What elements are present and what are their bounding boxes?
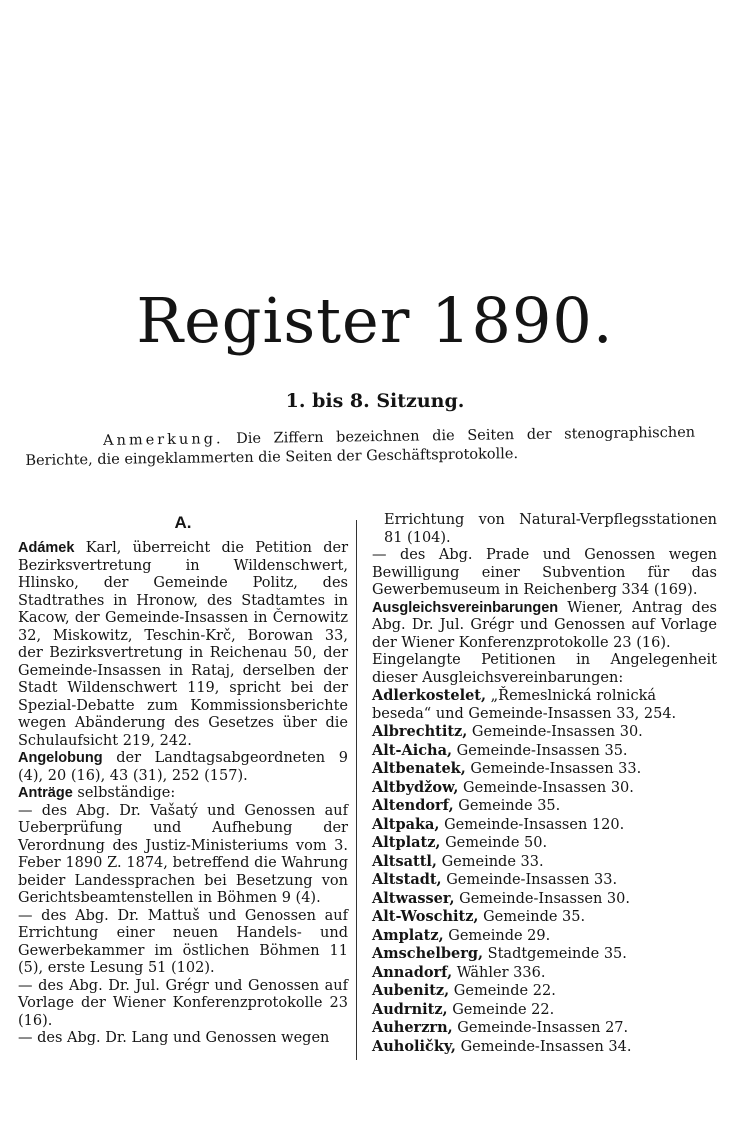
place-detail: Gemeinde 35.: [453, 798, 561, 814]
entry-text: Wiener, Antrag des Abg. Dr. Jul. Grégr und Genossen auf Vorlage der Wiener Konferenzprotokolle 23 (16).: [372, 599, 717, 651]
place-name: Audrnitz,: [372, 1000, 448, 1018]
continued-entry: Errichtung von Natural-Verpflegsstationen 81 (104).: [384, 512, 717, 546]
entry-text: Karl, überreicht die Petition der Bezirksvertretung in Wildenschwert, Hlinsko, der Gemeinde Politz, des Stadtrathes in Hronow, des Stadtamtes in Kacow, der Gemeinde-Insassen in Černowitz 32, Miskowitz, Teschin-Krč, Borowan 33, der Bezirksvertretung in Reichenau 50, der Gemeinde-Insassen in Rataj, derselben der Stadt Wildenschwert 119, spricht bei der Spezial-Debatte zum Kommissionsberichte wegen Abänderung des Gesetzes über die Schulaufsicht 219, 242.: [18, 540, 348, 749]
place-name: Amschelberg,: [372, 945, 484, 962]
list-item: [372, 1019, 717, 1038]
list-item: [372, 1038, 717, 1057]
entry-angelobung: [18, 750, 348, 785]
list-item: [372, 853, 717, 872]
sub-entry: — des Abg. Dr. Jul. Grégr und Genossen auf Vorlage der Wiener Konferenzprotokolle 23 (16).: [18, 977, 348, 1029]
place-name: Albrechtitz,: [372, 723, 468, 740]
place-detail: Gemeinde 50.: [440, 835, 548, 851]
place-detail: Wähler 336.: [452, 964, 546, 981]
place-name: Alt-Aicha,: [372, 741, 453, 759]
entry-lead: Angelobung: [18, 750, 103, 766]
entry-lead: Anträge: [18, 785, 73, 801]
entry-lead: Ausgleichsvereinbarungen: [372, 599, 559, 616]
place-detail: „Řemeslnická rolnická beseda“ und Gemeinde-Insassen 33, 254.: [372, 688, 677, 722]
list-item: [372, 982, 717, 1001]
place-name: Altbenatek,: [372, 760, 466, 777]
section-letter: A.: [174, 513, 192, 532]
place-detail: Gemeinde-Insassen 120.: [439, 816, 625, 833]
list-item: [372, 964, 717, 983]
page-subtitle: 1. bis 8. Sitzung.: [285, 390, 465, 412]
list-item: [372, 927, 717, 946]
list-item: [372, 1001, 717, 1020]
entry-ausgleich: [372, 600, 717, 653]
place-detail: Gemeinde-Insassen 30.: [454, 890, 630, 907]
list-item: [372, 797, 717, 816]
entry-antraege: [18, 785, 348, 803]
list-item: [372, 908, 717, 927]
list-item: [372, 723, 717, 742]
left-column: [18, 512, 348, 1048]
sub-entry: — des Abg. Dr. Lang und Genossen wegen: [18, 1030, 330, 1046]
place-detail: Gemeinde-Insassen 33.: [465, 761, 642, 777]
place-name: Altplatz,: [372, 834, 441, 851]
entry-adamek: [18, 540, 348, 750]
place-detail: Gemeinde 29.: [443, 927, 551, 944]
place-detail: Gemeinde-Insassen 30.: [458, 779, 634, 796]
list-item: [372, 760, 717, 779]
place-name: Altsattl,: [372, 852, 437, 870]
place-detail: Gemeinde-Insassen 27.: [452, 1020, 629, 1036]
place-detail: Gemeinde-Insassen 33.: [441, 872, 618, 888]
place-name: Altstadt,: [372, 871, 442, 888]
list-item: [372, 945, 717, 964]
list-item: [372, 871, 717, 890]
place-detail: Gemeinde 22.: [447, 1001, 555, 1018]
note-heading: Anmerkung.: [103, 431, 224, 449]
place-detail: Gemeinde 22.: [449, 983, 556, 999]
sub-entry: — des Abg. Prade und Genossen wegen Bewilligung einer Subvention für das Gewerbemuseum in Reichenberg 334 (169).: [372, 547, 717, 598]
annotation-note: [25, 424, 695, 471]
petition-places-list: [372, 687, 717, 1056]
place-name: Auherzrn,: [372, 1019, 453, 1036]
petitions-intro: Eingelangte Petitionen in Angelegenheit dieser Ausgleichsvereinbarungen:: [372, 652, 717, 686]
place-name: Altwasser,: [372, 889, 455, 907]
entry-text: der Landtagsabgeordneten 9 (4), 20 (16), 43 (31), 252 (157).: [18, 750, 348, 784]
list-item: [372, 742, 717, 761]
place-detail: Gemeinde-Insassen 35.: [452, 742, 628, 759]
page-title: Register 1890.: [136, 284, 614, 357]
place-detail: Gemeinde-Insassen 30.: [467, 724, 643, 740]
entry-lead: Adámek: [18, 540, 75, 556]
place-name: Altbydžow,: [372, 778, 459, 796]
list-item: [372, 834, 717, 853]
place-name: Adlerkostelet,: [372, 687, 487, 704]
place-name: Annadorf,: [372, 963, 453, 981]
column-divider: [356, 520, 357, 1060]
place-name: Aubenitz,: [372, 982, 450, 999]
place-name: Altpaka,: [372, 815, 440, 833]
place-detail: Gemeinde-Insassen 34.: [455, 1038, 632, 1055]
list-item: [372, 687, 717, 723]
place-name: Alt-Woschitz,: [372, 908, 479, 925]
sub-entry: — des Abg. Dr. Vašatý und Genossen auf Ueberprüfung und Aufhebung der Verordnung des Justiz-Ministeriums vom 3. Feber 1890 Z. 1874, betreffend die Wahrung beider Landessprachen bei Besetzung von Gerichtsbeamtenstellen in Böhmen 9 (4).: [18, 802, 348, 906]
list-item: [372, 779, 717, 798]
place-name: Altendorf,: [372, 797, 454, 814]
place-name: Auholičky,: [372, 1037, 456, 1055]
list-item: [372, 816, 717, 835]
place-detail: Gemeinde 33.: [436, 853, 544, 870]
note-text: Die Ziffern bezeichnen die Seiten der stenographischen Berichte, die eingeklammerten die Seiten der Geschäftsprotokolle.: [25, 424, 696, 469]
place-detail: Stadtgemeinde 35.: [483, 946, 627, 962]
place-detail: Gemeinde 35.: [478, 909, 586, 925]
entry-text: selbständige:: [72, 785, 176, 801]
sub-entry: — des Abg. Dr. Mattuš und Genossen auf Errichtung einer neuen Handels- und Gewerbekammer im östlichen Böhmen 11 (5), erste Lesung 51 (102).: [18, 907, 348, 976]
place-name: Amplatz,: [372, 926, 444, 944]
list-item: [372, 890, 717, 909]
right-column: [372, 512, 717, 1056]
